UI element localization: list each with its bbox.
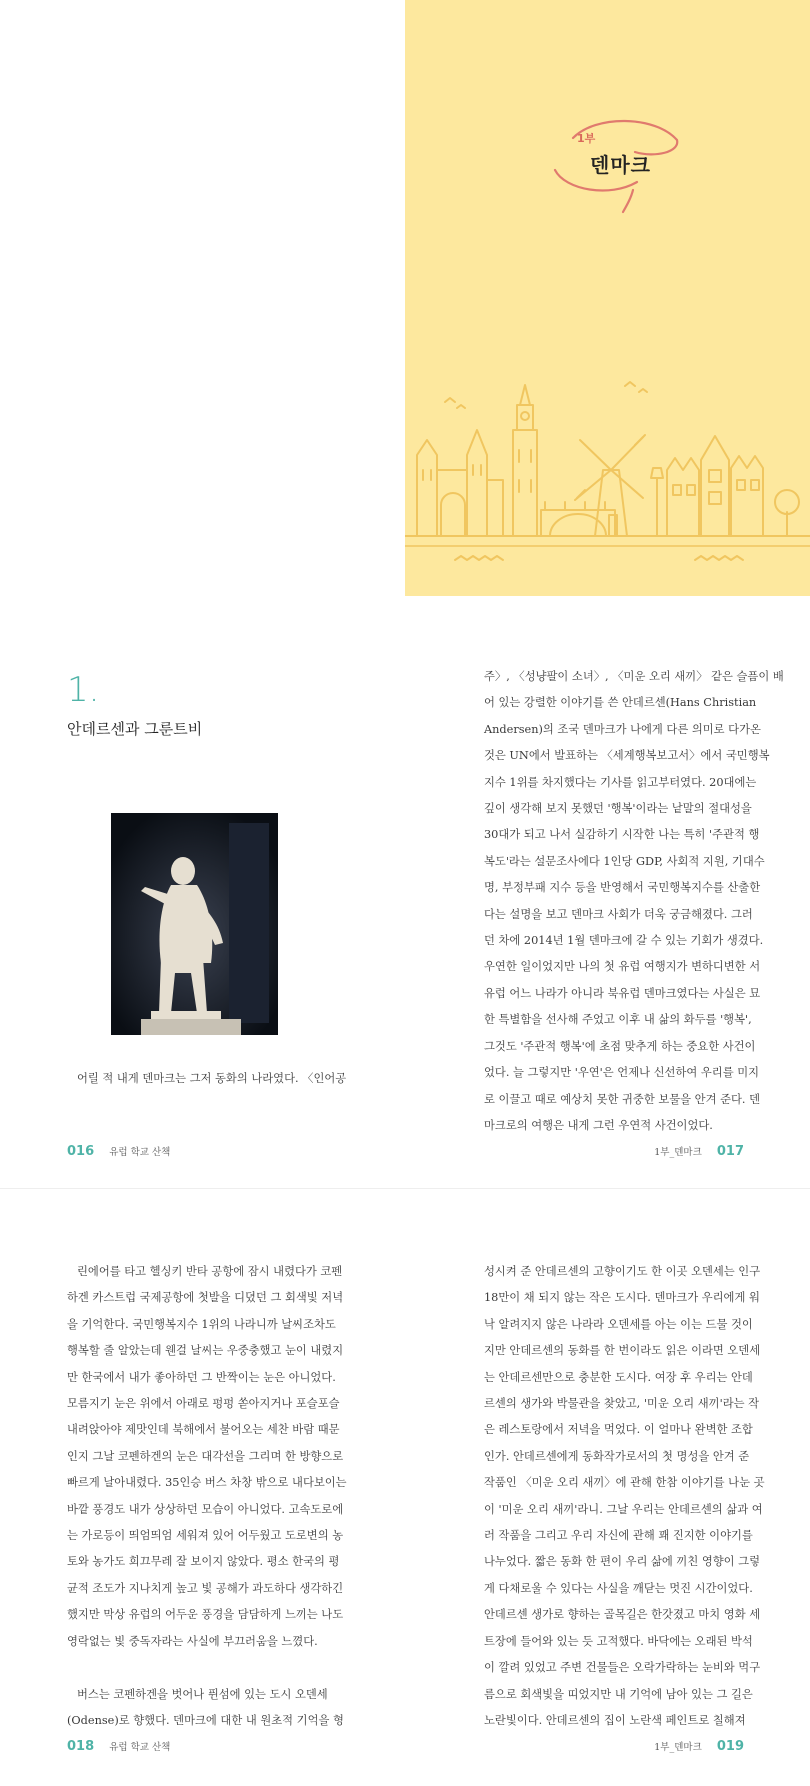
body-line: 한 특별함을 선사해 주었고 이후 내 삶의 화두를 '행복',: [484, 1013, 752, 1027]
body-line: 던 차에 2014년 1월 덴마크에 갈 수 있는 기회가 생겼다.: [484, 934, 764, 948]
body-line: 하겐 카스트럽 국제공항에 첫발을 디뎠던 그 회색빛 저녁: [67, 1291, 344, 1305]
part-title: 덴마크: [590, 153, 651, 177]
body-line: 영락없는 빛 중독자라는 사실에 부끄러움을 느꼈다.: [67, 1634, 318, 1648]
body-line: 낙 알려지지 않은 나라라 오덴세를 아는 이는 드물 것이: [484, 1317, 753, 1331]
body-line: 30대가 되고 나서 실감하기 시작한 나는 특히 '주관적 행: [484, 828, 760, 842]
body-line: 작품인 〈미운 오리 새끼〉에 관해 한참 이야기를 나눈 곳: [484, 1476, 765, 1490]
page-number: 017: [716, 1144, 744, 1159]
body-line: 균적 조도가 지나치게 높고 빛 공해가 과도하다 생각하긴: [67, 1581, 344, 1595]
book-title: 유럽 학교 산책: [109, 1742, 171, 1753]
page-footer-left: [67, 1735, 170, 1754]
body-line: 어릴 적 내게 덴마크는 그저 동화의 나라였다. 〈인어공: [77, 1072, 347, 1085]
body-line: 인지 그날 코펜하겐의 눈은 대각선을 그리며 한 방향으로: [67, 1449, 344, 1463]
city-skyline-illustration: [405, 0, 810, 596]
chapter-number: 1.: [67, 670, 100, 710]
body-line: 로 이끌고 때로 예상치 못한 귀중한 보물을 안겨 준다. 덴: [484, 1092, 760, 1106]
body-line: 명, 부정부패 지수 등을 반영해서 국민행복지수를 산출한: [484, 881, 761, 895]
page-footer-left: [67, 1140, 170, 1159]
spread-divider: [0, 1188, 810, 1189]
body-line: 안데르센 생가로 향하는 골목길은 한갓졌고 마치 영화 세: [484, 1608, 761, 1622]
body-line: 는 안데르센만으로 충분한 도시다. 여장 후 우리는 안데: [484, 1370, 753, 1384]
page-footer-right: [654, 1735, 744, 1754]
section-title: 1부_덴마크: [654, 1742, 702, 1753]
paragraph-gap: [67, 1655, 327, 1681]
photo-caption-text: [67, 1066, 347, 1092]
body-line: 그것도 '주관적 행복'에 초점 맞추게 하는 중요한 사건이: [484, 1039, 756, 1053]
body-line: Andersen)의 조국 덴마크가 나에게 다른 의미로 다가온: [484, 722, 761, 736]
right-column-text: [484, 664, 784, 1139]
section-title: 1부_덴마크: [654, 1147, 702, 1158]
body-line: 나누었다. 짧은 동화 한 편이 우리 삶에 끼친 영향이 그렇: [484, 1555, 760, 1569]
book-title: 유럽 학교 산책: [109, 1147, 171, 1158]
page-number: 018: [67, 1739, 95, 1754]
body-line: 은 레스토랑에서 저녁을 먹었다. 이 얼마나 완벽한 조합: [484, 1423, 753, 1437]
body-line: 바깥 풍경도 내가 상상하던 모습이 아니었다. 고속도로에: [67, 1502, 344, 1516]
right-column-text: [484, 1259, 765, 1734]
body-line: 인가. 안데르센에게 동화작가로서의 첫 명성을 안겨 준: [484, 1449, 750, 1463]
body-line: 린에어를 타고 헬싱키 반타 공항에 잠시 내렸다가 코펜: [77, 1265, 343, 1278]
page-number: 019: [716, 1739, 744, 1754]
page-number: 016: [67, 1144, 95, 1159]
body-line: 토와 농가도 희끄무레 잘 보이지 않았다. 평소 한국의 평: [67, 1555, 340, 1569]
part-label: 1부: [577, 132, 596, 145]
body-line: 주〉, 〈성냥팔이 소녀〉, 〈미운 오리 새끼〉 같은 슬픔이 배: [484, 670, 784, 683]
body-line: 지수 1위를 차지했다는 기사를 읽고부터였다. 20대에는: [484, 775, 757, 789]
body-line: 을 기억한다. 국민행복지수 1위의 나라니까 날씨조차도: [67, 1317, 336, 1331]
body-line: 18만이 채 되지 않는 작은 도시다. 덴마크가 우리에게 워: [484, 1291, 760, 1305]
body-line: 어 있는 강렬한 이야기를 쓴 안데르센(Hans Christian: [484, 696, 757, 710]
body-line: 행복할 줄 알았는데 웬걸 날씨는 우중충했고 눈이 내렸지: [67, 1344, 344, 1358]
body-line: 름으로 회색빛을 띠었지만 내 기억에 남아 있는 그 길은: [484, 1687, 753, 1701]
chapter-title: 안데르센과 그룬트비: [67, 720, 203, 738]
body-line: 빠르게 날아내렸다. 35인승 버스 차창 밖으로 내다보이는: [67, 1476, 347, 1490]
page-footer-right: [654, 1140, 744, 1159]
body-line: 는 가로등이 띄엄띄엄 세워져 있어 어두웠고 도로변의 농: [67, 1529, 344, 1543]
body-line: 이 '미운 오리 새끼'라니. 그날 우리는 안데르센의 삶과 여: [484, 1502, 763, 1516]
body-line: 모름지기 눈은 위에서 아래로 펑펑 쏟아지거나 포슬포슬: [67, 1397, 340, 1411]
statue-photo: [111, 813, 278, 1035]
body-line: (Odense)로 향했다. 덴마크에 대한 내 원초적 기억을 형: [67, 1713, 344, 1727]
body-line: 버스는 코펜하겐을 벗어나 퓐섬에 있는 도시 오덴세: [77, 1687, 328, 1701]
body-line: 지만 안데르센의 동화를 한 번이라도 읽은 이라면 오덴세: [484, 1344, 761, 1358]
body-line: 우연한 일이었지만 나의 첫 유럽 여행지가 변하디변한 서: [484, 960, 761, 974]
body-line: 러 작품을 그리고 우리 자신에 관해 꽤 진지한 이야기를: [484, 1529, 753, 1543]
body-line: 했지만 막상 유럽의 어두운 풍경을 담담하게 느끼는 나도: [67, 1608, 344, 1622]
body-line: 내려앉아야 제맛인데 북해에서 불어오는 세찬 바람 때문: [67, 1423, 340, 1437]
body-line: 것은 UN에서 발표하는 〈세계행복보고서〉에서 국민행복: [484, 749, 770, 763]
body-line: 복도'라는 설문조사에다 1인당 GDP, 사회적 지원, 기대수: [484, 854, 765, 868]
body-line: 었다. 늘 그렇지만 '우연'은 언제나 신선하여 우리를 미지: [484, 1066, 760, 1080]
body-line: 트장에 들어와 있는 듯 고적했다. 바닥에는 오래된 박석: [484, 1634, 753, 1648]
body-line: 다는 설명을 보고 덴마크 사회가 더욱 궁금해졌다. 그러: [484, 907, 753, 921]
body-line: 게 다채로울 수 있다는 사실을 깨닫는 멋진 시간이었다.: [484, 1581, 753, 1595]
chapter-cover-panel: [405, 0, 810, 596]
body-line: 이 깔려 있었고 주변 건물들은 오락가락하는 눈비와 먹구: [484, 1661, 761, 1675]
body-line: 만 한국에서 내가 좋아하던 그 반짝이는 눈은 아니었다.: [67, 1370, 336, 1384]
body-line: 노란빛이다. 안데르센의 집이 노란색 페인트로 칠해져: [484, 1713, 746, 1727]
body-line: 유럽 어느 나라가 아니라 북유럽 덴마크였다는 사실은 묘: [484, 986, 761, 1000]
body-line: 성시켜 준 안데르센의 고향이기도 한 이곳 오덴세는 인구: [484, 1265, 761, 1278]
body-line: 르센의 생가와 박물관을 찾았고, '미운 오리 새끼'라는 작: [484, 1397, 760, 1411]
left-column-text: [67, 1259, 347, 1734]
body-line: 깊이 생각해 보지 못했던 '행복'이라는 낱말의 절대성을: [484, 802, 752, 816]
body-line: 마크로의 여행은 내게 그런 우연적 사건이었다.: [484, 1118, 713, 1132]
